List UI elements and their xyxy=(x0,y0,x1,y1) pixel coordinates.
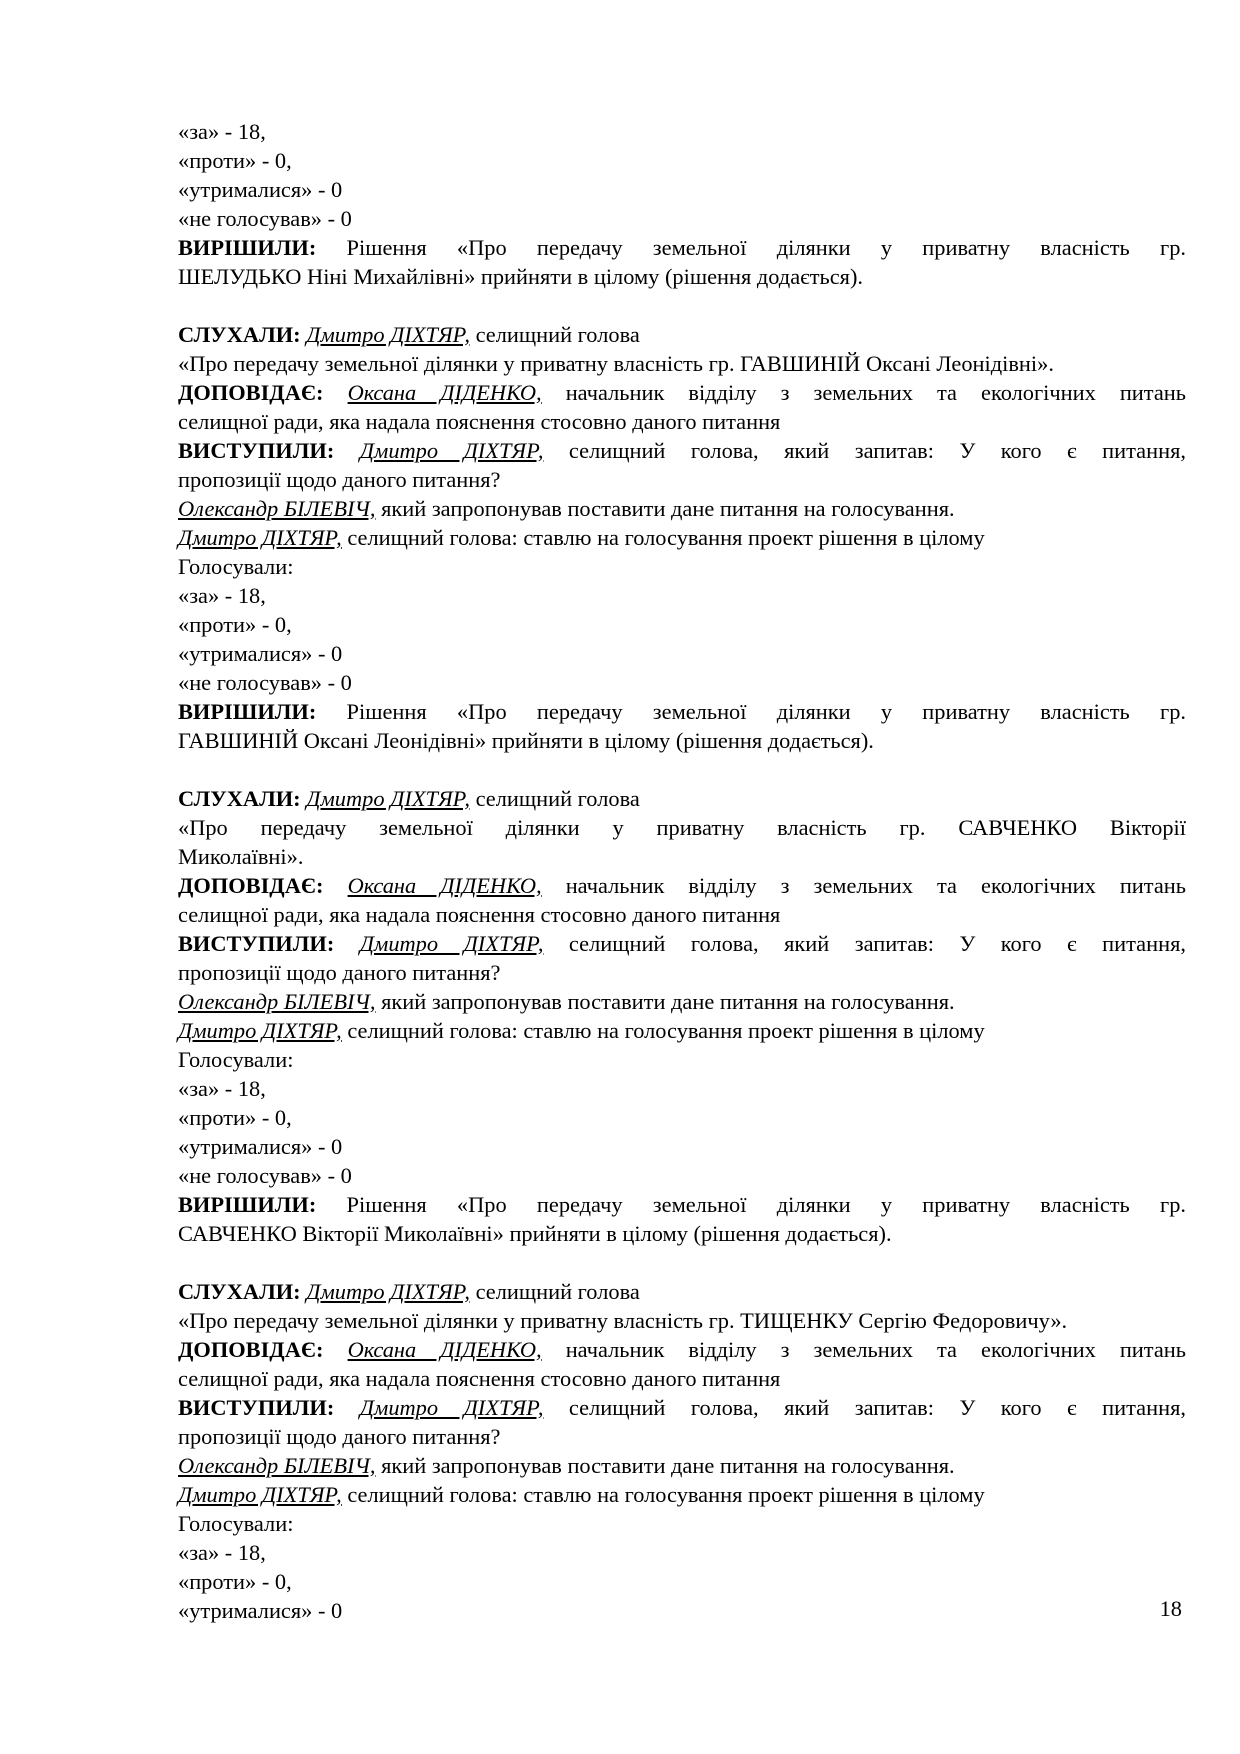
proposal-text: який запропонував поставити дане питання на голосування. xyxy=(375,989,955,1014)
reporter-label: ДОПОВІДАЄ: xyxy=(178,380,324,405)
speakers-line xyxy=(178,1393,1186,1422)
speakers-person: Дмитро ДІХТЯР, xyxy=(359,931,544,956)
vote-not-voted: «не голосував» - 0 xyxy=(178,206,352,231)
speakers-text: селищний голова, який запитав: У кого є питання, xyxy=(543,931,1186,956)
decision-label: ВИРІШИЛИ: xyxy=(178,699,317,724)
vote-against: «проти» - 0, xyxy=(178,148,292,173)
chair-text: селищний голова: ставлю на голосування проект рішення в цілому xyxy=(341,1018,985,1043)
proposal-line xyxy=(178,494,1186,523)
speakers-text: селищний голова, який запитав: У кого є питання, xyxy=(543,1395,1186,1420)
reporter-line xyxy=(178,871,1186,900)
chair-text: селищний голова: ставлю на голосування проект рішення в цілому xyxy=(341,1482,985,1507)
reporter-label: ДОПОВІДАЄ: xyxy=(178,1337,324,1362)
proposal-person: Олександр БІЛЕВІЧ, xyxy=(178,496,376,521)
agenda-item xyxy=(178,320,1186,755)
heard-line xyxy=(178,784,1186,813)
vote-not-voted: «не голосував» - 0 xyxy=(178,670,352,695)
vote-against: «проти» - 0, xyxy=(178,1569,292,1594)
decision-text: Рішення «Про передачу земельної ділянки у приватну власність гр. xyxy=(316,235,1186,260)
agenda-item-vote-tail xyxy=(178,117,1186,291)
chair-person: Дмитро ДІХТЯР, xyxy=(178,525,342,550)
proposal-text: який запропонував поставити дане питання на голосування. xyxy=(375,1453,955,1478)
speakers-person: Дмитро ДІХТЯР, xyxy=(359,1395,544,1420)
reporter-label: ДОПОВІДАЄ: xyxy=(178,873,324,898)
vote-for: «за» - 18, xyxy=(178,1076,266,1101)
decision-label: ВИРІШИЛИ: xyxy=(178,235,317,260)
vote-abstained: «утрималися» - 0 xyxy=(178,1598,343,1623)
decision-line xyxy=(178,697,1186,726)
vote-against: «проти» - 0, xyxy=(178,612,292,637)
paragraph-gap xyxy=(178,755,1186,784)
proposal-line xyxy=(178,1451,1186,1480)
reporter-line xyxy=(178,1335,1186,1364)
proposal-text: який запропонував поставити дане питання на голосування. xyxy=(375,496,955,521)
decision-line xyxy=(178,1190,1186,1219)
reporter-person: Оксана ДІДЕНКО, xyxy=(347,380,542,405)
heard-person: Дмитро ДІХТЯР, xyxy=(306,1279,470,1304)
reporter-person: Оксана ДІДЕНКО, xyxy=(347,1337,542,1362)
page-number: 18 xyxy=(1159,1596,1182,1621)
reporter-person: Оксана ДІДЕНКО, xyxy=(347,873,542,898)
heard-label: СЛУХАЛИ: xyxy=(178,786,301,811)
proposal-line xyxy=(178,987,1186,1016)
heard-person: Дмитро ДІХТЯР, xyxy=(306,786,470,811)
chair-text: селищний голова: ставлю на голосування проект рішення в цілому xyxy=(341,525,985,550)
paragraph-gap xyxy=(178,291,1186,320)
speakers-line-2: пропозиції щодо даного питання? xyxy=(178,960,501,985)
chair-line xyxy=(178,1016,1186,1045)
vote-not-voted: «не голосував» - 0 xyxy=(178,1163,352,1188)
chair-person: Дмитро ДІХТЯР, xyxy=(178,1482,342,1507)
reporter-role: начальник відділу з земельних та екологічних питань xyxy=(541,1337,1186,1362)
chair-line xyxy=(178,1480,1186,1509)
reporter-line-2: селищної ради, яка надала пояснення стосовно даного питання xyxy=(178,1366,781,1391)
chair-person: Дмитро ДІХТЯР, xyxy=(178,1018,342,1043)
vote-abstained: «утрималися» - 0 xyxy=(178,177,343,202)
heard-role: селищний голова xyxy=(469,322,640,347)
paragraph-gap xyxy=(178,1248,1186,1277)
reporter-role: начальник відділу з земельних та екологічних питань xyxy=(541,380,1186,405)
speakers-line-2: пропозиції щодо даного питання? xyxy=(178,1424,501,1449)
speakers-label: ВИСТУПИЛИ: xyxy=(178,1395,335,1420)
document-page xyxy=(178,117,1186,1625)
voted-heading: Голосували: xyxy=(178,554,294,579)
speakers-line xyxy=(178,436,1186,465)
speakers-line-2: пропозиції щодо даного питання? xyxy=(178,467,501,492)
voted-heading: Голосували: xyxy=(178,1047,294,1072)
reporter-line-2: селищної ради, яка надала пояснення стосовно даного питання xyxy=(178,409,781,434)
decision-text: Рішення «Про передачу земельної ділянки у приватну власність гр. xyxy=(316,1192,1186,1217)
reporter-line-2: селищної ради, яка надала пояснення стосовно даного питання xyxy=(178,902,781,927)
reporter-role: начальник відділу з земельних та екологічних питань xyxy=(541,873,1186,898)
heard-label: СЛУХАЛИ: xyxy=(178,322,301,347)
vote-for: «за» - 18, xyxy=(178,119,266,144)
proposal-person: Олександр БІЛЕВІЧ, xyxy=(178,1453,376,1478)
agenda-item xyxy=(178,784,1186,1248)
proposal-person: Олександр БІЛЕВІЧ, xyxy=(178,989,376,1014)
speakers-label: ВИСТУПИЛИ: xyxy=(178,931,335,956)
heard-line xyxy=(178,1277,1186,1306)
agenda-item xyxy=(178,1277,1186,1625)
subject-line-2: Миколаївні». xyxy=(178,844,304,869)
vote-abstained: «утрималися» - 0 xyxy=(178,1134,343,1159)
subject-line: «Про передачу земельної ділянки у приватну власність гр. САВЧЕНКО Вікторії xyxy=(178,815,1186,840)
decision-line-2: САВЧЕНКО Вікторії Миколаївні» прийняти в цілому (рішення додається). xyxy=(178,1221,892,1246)
heard-role: селищний голова xyxy=(469,1279,640,1304)
heard-person: Дмитро ДІХТЯР, xyxy=(306,322,470,347)
voted-heading: Голосували: xyxy=(178,1511,294,1536)
vote-for: «за» - 18, xyxy=(178,1540,266,1565)
heard-label: СЛУХАЛИ: xyxy=(178,1279,301,1304)
decision-line xyxy=(178,233,1186,262)
speakers-person: Дмитро ДІХТЯР, xyxy=(359,438,544,463)
vote-against: «проти» - 0, xyxy=(178,1105,292,1130)
reporter-line xyxy=(178,378,1186,407)
decision-label: ВИРІШИЛИ: xyxy=(178,1192,317,1217)
vote-abstained: «утрималися» - 0 xyxy=(178,641,343,666)
subject-line: «Про передачу земельної ділянки у приватну власність гр. ТИЩЕНКУ Сергію Федоровичу». xyxy=(178,1308,1068,1333)
speakers-text: селищний голова, який запитав: У кого є питання, xyxy=(543,438,1186,463)
speakers-line xyxy=(178,929,1186,958)
decision-text: Рішення «Про передачу земельної ділянки у приватну власність гр. xyxy=(316,699,1186,724)
vote-for: «за» - 18, xyxy=(178,583,266,608)
speakers-label: ВИСТУПИЛИ: xyxy=(178,438,335,463)
decision-line-2: ШЕЛУДЬКО Ніні Михайлівні» прийняти в цілому (рішення додається). xyxy=(178,264,864,289)
chair-line xyxy=(178,523,1186,552)
heard-role: селищний голова xyxy=(469,786,640,811)
heard-line xyxy=(178,320,1186,349)
subject-line: «Про передачу земельної ділянки у приватну власність гр. ГАВШИНІЙ Оксані Леонідівні». xyxy=(178,351,1054,376)
decision-line-2: ГАВШИНІЙ Оксані Леонідівні» прийняти в цілому (рішення додається). xyxy=(178,728,874,753)
